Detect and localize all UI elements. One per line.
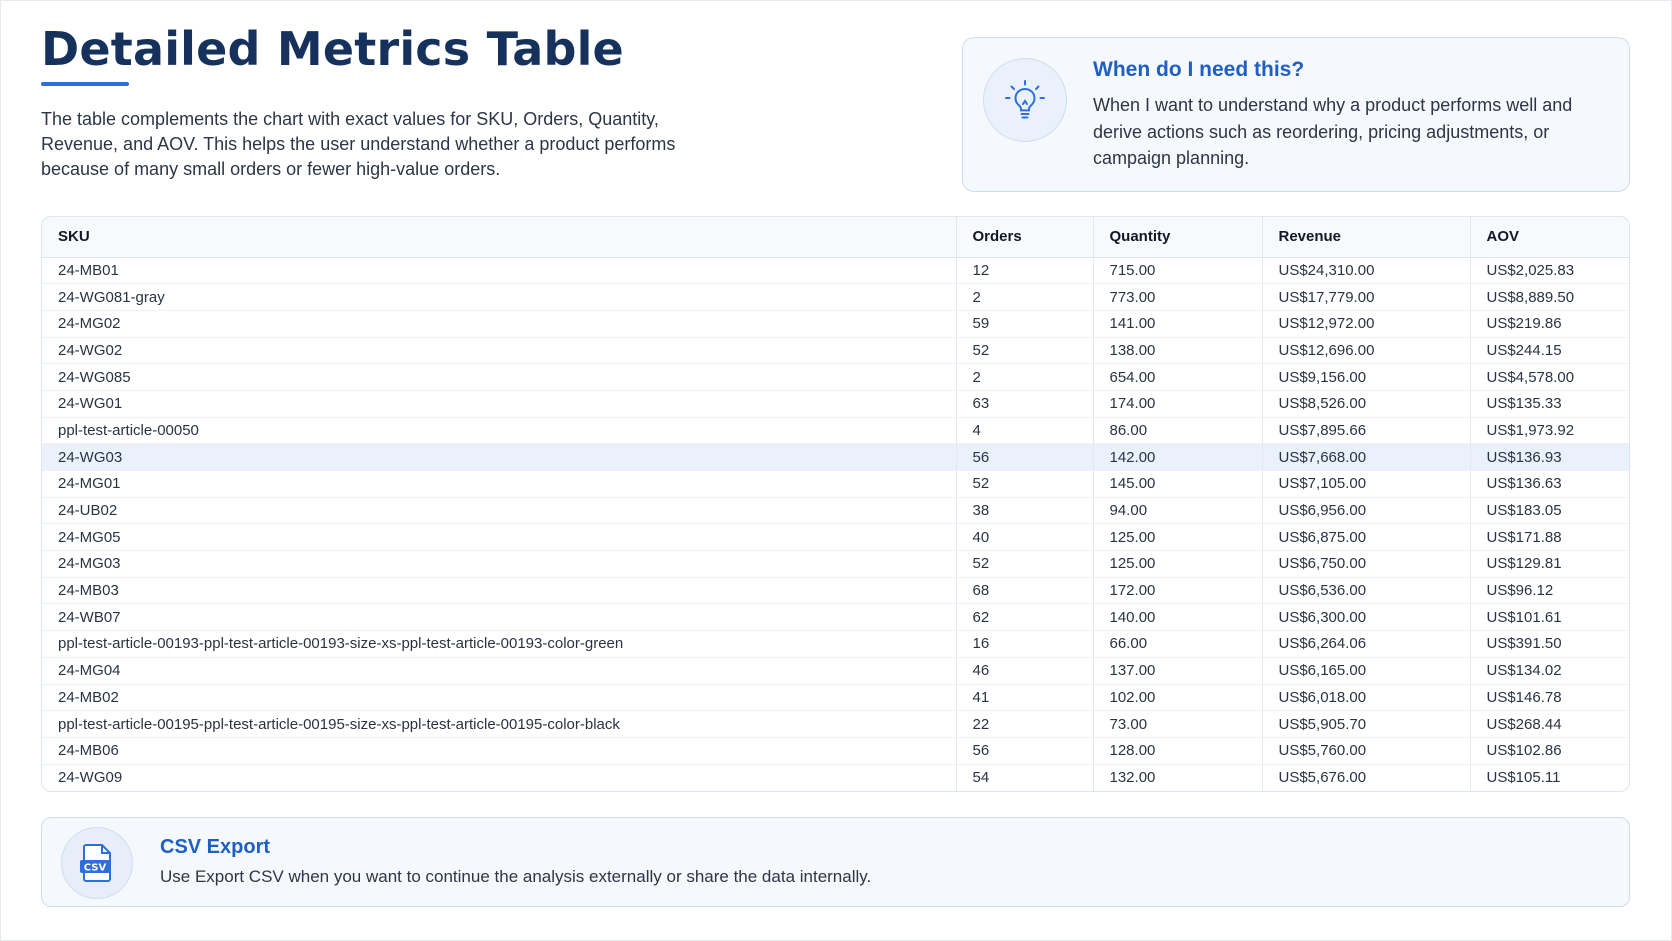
cell-revenue: US$6,165.00	[1262, 657, 1470, 684]
table-row[interactable]	[42, 310, 1629, 337]
cell-aov: US$146.78	[1470, 684, 1629, 711]
cell-sku: 24-MB02	[42, 684, 956, 711]
table-row[interactable]	[42, 604, 1629, 631]
csv-export-description: Use Export CSV when you want to continue the analysis externally or share the data internally.	[160, 867, 872, 886]
cell-orders: 41	[956, 684, 1093, 711]
cell-sku: 24-MB01	[42, 257, 956, 284]
cell-orders: 63	[956, 390, 1093, 417]
cell-orders: 22	[956, 711, 1093, 738]
cell-sku: 24-MG04	[42, 657, 956, 684]
cell-revenue: US$6,750.00	[1262, 551, 1470, 578]
cell-quantity: 138.00	[1093, 337, 1262, 364]
csv-file-icon	[61, 827, 133, 899]
cell-aov: US$135.33	[1470, 390, 1629, 417]
table-row[interactable]	[42, 497, 1629, 524]
cell-orders: 52	[956, 551, 1093, 578]
cell-revenue: US$6,536.00	[1262, 577, 1470, 604]
cell-quantity: 172.00	[1093, 577, 1262, 604]
cell-aov: US$101.61	[1470, 604, 1629, 631]
cell-sku: 24-WG02	[42, 337, 956, 364]
cell-orders: 56	[956, 737, 1093, 764]
table-row[interactable]	[42, 631, 1629, 658]
cell-revenue: US$9,156.00	[1262, 364, 1470, 391]
cell-quantity: 86.00	[1093, 417, 1262, 444]
cell-sku: 24-WB07	[42, 604, 956, 631]
cell-aov: US$96.12	[1470, 577, 1629, 604]
table-row[interactable]	[42, 257, 1629, 284]
cell-orders: 12	[956, 257, 1093, 284]
cell-sku: 24-MG05	[42, 524, 956, 551]
cell-quantity: 142.00	[1093, 444, 1262, 471]
cell-aov: US$391.50	[1470, 631, 1629, 658]
cell-orders: 4	[956, 417, 1093, 444]
cell-orders: 62	[956, 604, 1093, 631]
cell-revenue: US$6,956.00	[1262, 497, 1470, 524]
cell-orders: 2	[956, 284, 1093, 311]
table-row[interactable]	[42, 284, 1629, 311]
cell-sku: 24-UB02	[42, 497, 956, 524]
table-row[interactable]	[42, 337, 1629, 364]
cell-quantity: 715.00	[1093, 257, 1262, 284]
cell-quantity: 174.00	[1093, 390, 1262, 417]
table-row[interactable]	[42, 577, 1629, 604]
cell-quantity: 140.00	[1093, 604, 1262, 631]
cell-quantity: 773.00	[1093, 284, 1262, 311]
cell-revenue: US$6,264.06	[1262, 631, 1470, 658]
cell-orders: 16	[956, 631, 1093, 658]
cell-quantity: 137.00	[1093, 657, 1262, 684]
cell-orders: 46	[956, 657, 1093, 684]
cell-revenue: US$24,310.00	[1262, 257, 1470, 284]
cell-revenue: US$8,526.00	[1262, 390, 1470, 417]
cell-quantity: 102.00	[1093, 684, 1262, 711]
cell-revenue: US$7,668.00	[1262, 444, 1470, 471]
cell-sku: 24-MB06	[42, 737, 956, 764]
svg-text:CSV: CSV	[83, 862, 107, 874]
table-row[interactable]	[42, 390, 1629, 417]
table-row[interactable]	[42, 764, 1629, 791]
cell-aov: US$1,973.92	[1470, 417, 1629, 444]
cell-quantity: 132.00	[1093, 764, 1262, 791]
intro-text: The table complements the chart with exact values for SKU, Orders, Quantity, Revenue, and AOV. This helps the user understand whether a product performs because of many small orders or fewer high-value orders.	[41, 109, 676, 179]
cell-revenue: US$7,895.66	[1262, 417, 1470, 444]
cell-sku: 24-MB03	[42, 577, 956, 604]
cell-quantity: 141.00	[1093, 310, 1262, 337]
cell-aov: US$129.81	[1470, 551, 1629, 578]
cell-aov: US$183.05	[1470, 497, 1629, 524]
cell-orders: 56	[956, 444, 1093, 471]
cell-sku: 24-WG03	[42, 444, 956, 471]
table-header-row	[42, 217, 1629, 257]
cell-revenue: US$5,676.00	[1262, 764, 1470, 791]
cell-quantity: 94.00	[1093, 497, 1262, 524]
cell-aov: US$8,889.50	[1470, 284, 1629, 311]
cell-revenue: US$6,300.00	[1262, 604, 1470, 631]
table-row[interactable]	[42, 684, 1629, 711]
column-header-quantity[interactable]: Quantity	[1093, 217, 1262, 257]
cell-sku: 24-WG081-gray	[42, 284, 956, 311]
cell-orders: 68	[956, 577, 1093, 604]
cell-revenue: US$6,018.00	[1262, 684, 1470, 711]
cell-sku: ppl-test-article-00195-ppl-test-article-00195-size-xs-ppl-test-article-00195-color-black	[42, 711, 956, 738]
cell-aov: US$244.15	[1470, 337, 1629, 364]
cell-aov: US$268.44	[1470, 711, 1629, 738]
cell-aov: US$219.86	[1470, 310, 1629, 337]
table-row[interactable]	[42, 737, 1629, 764]
title-underline	[41, 82, 129, 86]
csv-export-card[interactable]	[41, 817, 1630, 907]
cell-aov: US$102.86	[1470, 737, 1629, 764]
cell-revenue: US$5,760.00	[1262, 737, 1470, 764]
cell-sku: 24-MG01	[42, 471, 956, 498]
cell-revenue: US$6,875.00	[1262, 524, 1470, 551]
page-title: Detailed Metrics Table	[41, 22, 624, 76]
cell-sku: 24-WG09	[58, 769, 123, 787]
cell-revenue: US$12,972.00	[1262, 310, 1470, 337]
cell-orders: 52	[956, 337, 1093, 364]
table-row[interactable]	[42, 471, 1629, 498]
table-row[interactable]	[42, 657, 1629, 684]
lightbulb-icon	[983, 58, 1067, 142]
csv-export-title: CSV Export	[160, 836, 271, 858]
cell-orders: 40	[956, 524, 1093, 551]
cell-orders: 59	[956, 310, 1093, 337]
cell-quantity: 66.00	[1093, 631, 1262, 658]
cell-revenue: US$12,696.00	[1262, 337, 1470, 364]
table-row[interactable]	[42, 711, 1629, 738]
cell-aov: US$4,578.00	[1470, 364, 1629, 391]
cell-revenue: US$17,779.00	[1262, 284, 1470, 311]
cell-sku: 24-MG03	[42, 551, 956, 578]
cell-quantity: 654.00	[1093, 364, 1262, 391]
column-header-aov[interactable]: AOV	[1470, 217, 1629, 257]
cell-quantity: 125.00	[1093, 551, 1262, 578]
cell-aov: US$171.88	[1470, 524, 1629, 551]
metrics-table	[41, 216, 1630, 792]
table-row[interactable]	[42, 524, 1629, 551]
cell-aov: US$2,025.83	[1470, 257, 1629, 284]
help-title: When do I need this?	[1093, 58, 1305, 81]
cell-quantity: 125.00	[1093, 524, 1262, 551]
cell-revenue: US$7,105.00	[1262, 471, 1470, 498]
cell-aov: US$105.11	[1470, 764, 1629, 791]
cell-revenue: US$5,905.70	[1262, 711, 1470, 738]
help-body: When I want to understand why a product performs well and derive actions such as reordering, pricing adjustments, or campaign planning.	[1093, 95, 1573, 168]
cell-sku: 24-MG02	[42, 310, 956, 337]
table-row[interactable]	[42, 364, 1629, 391]
table-row-highlighted[interactable]	[42, 444, 1629, 471]
table-row[interactable]	[42, 551, 1629, 578]
table-row[interactable]	[42, 417, 1629, 444]
column-header-revenue[interactable]: Revenue	[1262, 217, 1470, 257]
cell-sku: ppl-test-article-00050	[42, 417, 956, 444]
cell-aov: US$136.93	[1470, 444, 1629, 471]
cell-aov: US$134.02	[1470, 657, 1629, 684]
column-header-sku[interactable]: SKU	[42, 217, 956, 257]
cell-orders: 54	[956, 764, 1093, 791]
cell-quantity: 145.00	[1093, 471, 1262, 498]
cell-quantity: 73.00	[1093, 711, 1262, 738]
cell-aov: US$136.63	[1470, 471, 1629, 498]
help-card	[962, 37, 1630, 192]
cell-sku: ppl-test-article-00193-ppl-test-article-00193-size-xs-ppl-test-article-00193-color-green	[42, 631, 956, 658]
cell-orders: 2	[956, 364, 1093, 391]
cell-sku: 24-WG01	[42, 390, 956, 417]
cell-quantity: 128.00	[1093, 737, 1262, 764]
column-header-orders[interactable]: Orders	[956, 217, 1093, 257]
cell-orders: 38	[956, 497, 1093, 524]
cell-sku: 24-WG085	[42, 364, 956, 391]
cell-orders: 52	[956, 471, 1093, 498]
